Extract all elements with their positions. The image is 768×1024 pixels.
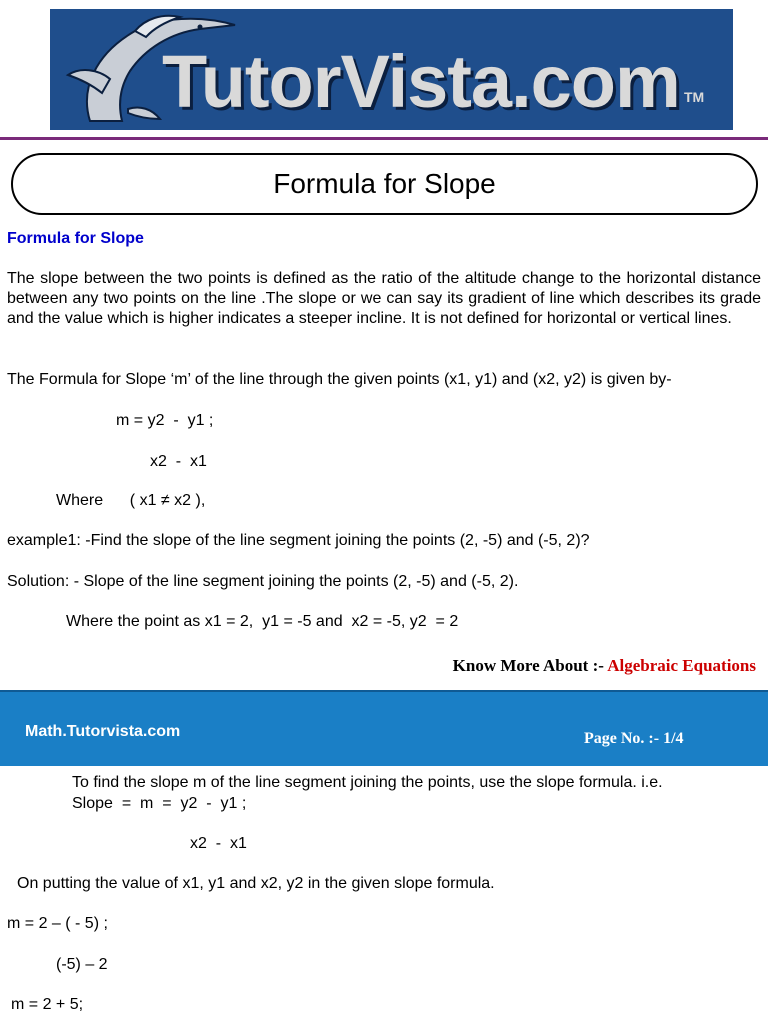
page2-equation-1-denominator: (-5) – 2 bbox=[56, 956, 108, 973]
example-question: example1: -Find the slope of the line segment joining the points (2, -5) and (-5, 2)? bbox=[7, 532, 590, 549]
formula-numerator: m = y2 - y1 ; bbox=[116, 412, 214, 429]
page-title: Formula for Slope bbox=[11, 153, 758, 215]
page2-line-1: To find the slope m of the line segment joining the points, use the slope formula. i.e. bbox=[72, 774, 663, 791]
know-more bbox=[453, 656, 756, 676]
tutorvista-logo[interactable] bbox=[50, 9, 733, 130]
page2-substitution-text: On putting the value of x1, y1 and x2, y2 in the given slope formula. bbox=[17, 875, 495, 892]
intro-paragraph: The slope between the two points is defined as the ratio of the altitude change to the horizontal distance between any two points on the line .The slope or we can say its gradient of line which describes its grade and the value which is higher indicates a steeper incline. It is not defined for horizontal or vertical lines. bbox=[7, 270, 761, 327]
solution-text: Solution: - Slope of the line segment joining the points (2, -5) and (-5, 2). bbox=[7, 573, 519, 590]
algebraic-equations-link[interactable]: Algebraic Equations bbox=[607, 656, 756, 675]
header-divider bbox=[0, 137, 768, 140]
formula-condition: Where ( x1 ≠ x2 ), bbox=[56, 492, 206, 509]
trademark-mark: TM bbox=[684, 89, 705, 105]
page-number: Page No. :- 1/4 bbox=[584, 730, 684, 747]
section-heading: Formula for Slope bbox=[7, 230, 144, 247]
know-more-label: Know More About :- bbox=[452, 656, 608, 675]
logo-text: TutorVista.com bbox=[162, 40, 680, 123]
where-points: Where the point as x1 = 2, y1 = -5 and x2 = -5, y2 = 2 bbox=[66, 613, 459, 630]
page-footer bbox=[0, 690, 768, 766]
page2-slope-formula: Slope = m = y2 - y1 ; bbox=[72, 795, 247, 812]
footer-site-link[interactable]: Math.Tutorvista.com bbox=[25, 723, 181, 740]
page2-equation-2: m = 2 + 5; bbox=[11, 996, 84, 1013]
page2-slope-denominator: x2 - x1 bbox=[190, 835, 247, 852]
formula-denominator: x2 - x1 bbox=[150, 453, 207, 470]
formula-intro: The Formula for Slope ‘m’ of the line through the given points (x1, y1) and (x2, y2) is given by- bbox=[7, 371, 672, 388]
page2-equation-1: m = 2 – ( - 5) ; bbox=[7, 915, 108, 932]
